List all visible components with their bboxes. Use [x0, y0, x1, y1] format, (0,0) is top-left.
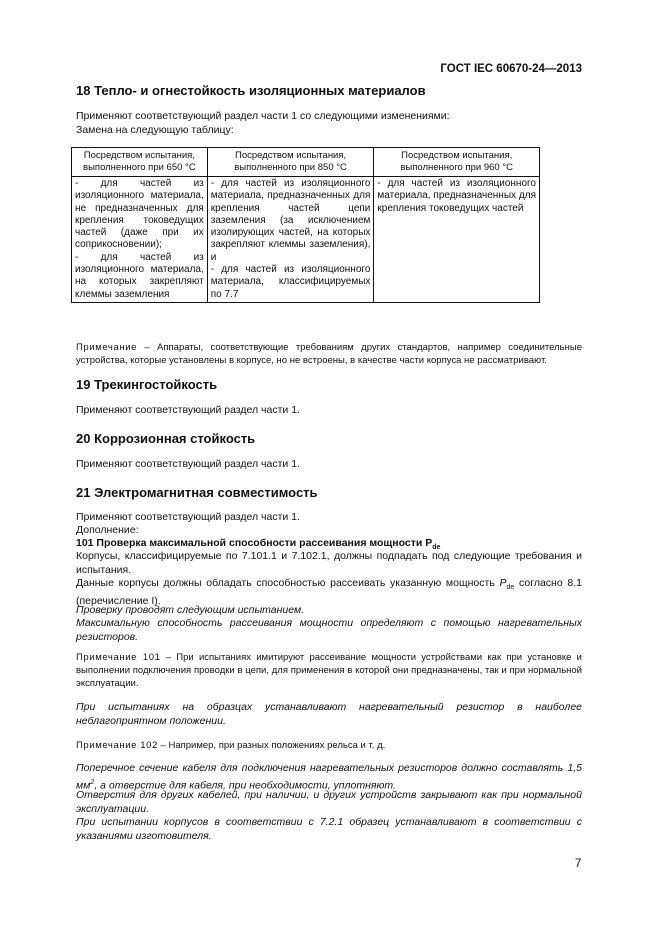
note-101-text: – При испытаниях имитируют рассеивание мощности устройствами как при установке и выполнении подключения проводки в цепи, для применения в которой они предназначены, так и при нормальной эксплуатации.: [76, 652, 582, 689]
section-20-title: 20 Коррозионная стойкость: [76, 431, 256, 446]
subsection-101-title-sub: de: [432, 544, 441, 552]
cable-cross-section: [76, 762, 582, 793]
section-21-title: 21 Электромагнитная совместимость: [76, 485, 318, 500]
section-19-text: Применяют соответствующий раздел части 1.: [76, 404, 300, 416]
power-var: P: [499, 577, 507, 589]
table-header-650: Посредством испытания, выполненного при 650 °C: [72, 148, 208, 177]
power-var-sub: de: [506, 584, 515, 592]
resistor-placement: При испытаниях на образцах устанавливают нагревательный резистор в наиболее неблагоприятном положении.: [76, 701, 582, 727]
section-21-text: Применяют соответствующий раздел части 1.: [76, 511, 300, 523]
table-header-row: [72, 148, 540, 177]
cable-text-a: Поперечное сечение кабеля для подключения нагревательных резисторов должно составлять 1,5 мм: [76, 762, 582, 791]
table-cell-650: [72, 177, 208, 303]
table-cell-item: - для частей из изоляционного материала, на которых закрепляют клеммы заземления: [75, 251, 204, 300]
manufacturer-instructions: При испытании корпусов в соответствии с 7.2.1 образец устанавливают в соответствии с указаниями изготовителя.: [76, 816, 582, 842]
enclosures-requirements-text: Корпусы, классифицируемые по 7.101.1 и 7.102.1, должны подпадать под следующие требования и испытания.: [76, 550, 582, 576]
table-cell-item: - для частей из изоляционного материала, предназначенных для крепления токоведущих частей: [377, 178, 536, 214]
enclosures-requirements: [76, 550, 582, 577]
note-101: [76, 651, 582, 690]
section-21-addition: Дополнение:: [76, 524, 139, 536]
page-number: 7: [575, 858, 582, 870]
subsection-101-title-text: 101 Проверка максимальной способности рассеивания мощности P: [76, 537, 433, 549]
document-code: ГОСТ IEC 60670-24—2013: [440, 63, 582, 75]
table-cell-850: [207, 177, 374, 303]
section-18-title: 18 Тепло- и огнестойкость изоляционных материалов: [76, 83, 426, 98]
table-cell-item: - для частей из изоляционного материала, классифицируемых по 7.7: [210, 264, 371, 300]
table-cell-item: - для частей из изоляционного материала, предназначенных для крепления частей цепи заземления (за исключением изолирующих частей, на которых закрепляют клеммы заземления), и: [210, 178, 371, 263]
note-text: – Аппараты, соответствующие требованиям других стандартов, например соединительные устройства, которые установлены в корпусе, но не встроены, в качестве части корпуса не рассматривают.: [76, 342, 582, 366]
test-method: Проверку проводят следующим испытанием.: [76, 604, 305, 616]
section-18-replacement-note: Замена на следующую таблицу:: [76, 124, 234, 136]
power-dissipation-text-b: согласно 8.1 (перечисление I).: [76, 577, 583, 607]
note-102-text: – Например, при разных положениях рельса и т. д.: [157, 740, 386, 751]
table-header-960: Посредством испытания, выполненного при 960 °C: [374, 148, 540, 177]
note-102-label: Примечание 102: [76, 740, 158, 751]
other-openings: Отверстия для других кабелей, при наличии, и других устройств закрывают как при нормальной эксплуатации.: [76, 789, 582, 815]
section-18-note: [76, 341, 582, 367]
table-cell-960: [374, 177, 540, 303]
table-cell-item: - для частей из изоляционного материала, не предназначенных для крепления токоведущих частей (даже при их соприкосновении);: [75, 178, 204, 251]
cable-text-sup: 2: [90, 778, 95, 786]
section-19-title: 19 Трекингостойкость: [76, 377, 218, 392]
section-20-text: Применяют соответствующий раздел части 1.: [76, 458, 300, 470]
cable-text-b: , а отверстие для кабеля, при необходимости, уплотняют.: [94, 779, 396, 791]
section-18-intro: Применяют соответствующий раздел части 1 со следующими изменениями:: [76, 110, 450, 122]
max-dissipation-method: Максимальную способность рассеивания мощности определяют с помощью нагревательных резисторов.: [76, 617, 582, 643]
note-102: [76, 739, 385, 752]
power-dissipation-text-a: Данные корпусы должны обладать способностью рассеивать указанную мощность: [76, 577, 500, 589]
table-row: [72, 177, 540, 303]
note-label: Примечание: [76, 342, 137, 353]
heat-resistance-table: [71, 147, 540, 303]
table-header-850: Посредством испытания, выполненного при 850 °C: [207, 148, 374, 177]
note-101-label: Примечание 101: [76, 652, 161, 663]
